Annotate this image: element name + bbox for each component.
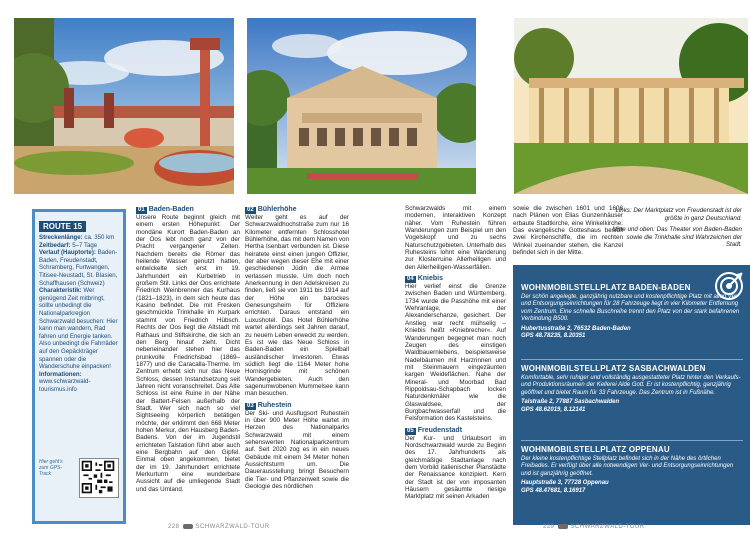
divider	[521, 440, 743, 441]
footer-title-right: SCHWARZWALD-TOUR	[570, 524, 645, 531]
route-info-box	[32, 209, 126, 524]
caption-middle: Mitte und oben: Das Theater von Baden-Baden sowie die Trinkhalle sind Wahrzeichen der Stadt.	[612, 226, 742, 248]
site-description: Komfortable, sehr ruhiger und vollständig ausgestatteter Platz hinter den Verkaufs- und Produktionsräumen der Kellerei Alde Gott. Er ist kostenpflichtig, ganzjährig geöffnet und bietet Raum für 33 Fahrzeuge. Das Zentrum ist in Fußnähe.	[521, 375, 741, 396]
site-address: Hubertusstraße 2, 76532 Baden-Baden	[521, 325, 631, 332]
text-column-2	[245, 205, 349, 493]
photo-theater-baden-baden	[247, 18, 476, 194]
paragraph-freudenstadt-cont: sowie die zwischen 1601 und 1608 nach Plänen von Elias Gunzenhäuser erbaute Stadtkirche, eine Winkelkirche: Das evangelische Gotteshaus besitzt zwei Kirchenschiffe, die im rechten Winkel zueinander stehen, die Kanzel befindet sich in der Mitte.	[513, 205, 623, 257]
heading-buehlerhoehe: 02 Bühlerhöhe	[247, 206, 297, 213]
route-details	[39, 234, 119, 393]
page-number-left: 228	[168, 524, 180, 531]
paragraph-freudenstadt: Der Kur- und Urlaubsort im Nordschwarzwald wurde zu Beginn des 17. Jahrhunderts als gleichmäßige Stadtanlage nach dem Vorbild italienischer Planstädte der Renaissance konzipiert. Kern der Stadt ist der von imposanten Häusern gesäumte riesige Marktplatz mit seinen Arkaden	[405, 434, 506, 501]
route-places: Verlauf (Hauptorte): Baden-Baden, Freudenstadt, Schramberg, Furtwangen, Titisee-Neustadt, St. Blasien, Schaffhausen (Schweiz)	[39, 249, 118, 287]
camper-info-box	[513, 265, 750, 525]
car-icon	[558, 524, 568, 529]
page-number-right: 229	[543, 524, 555, 531]
footer-left	[168, 524, 270, 530]
site-title: WOHNMOBILSTELLPLATZ OPPENAU	[521, 445, 670, 454]
site-gps: GPS 48.47681, 8.16917	[521, 487, 586, 494]
photo-caption	[612, 207, 742, 249]
divider	[521, 359, 743, 360]
caption-left: Links: Der Marktplatz von Freudenstadt ist der größte in ganz Deutschland.	[615, 207, 742, 222]
camper-site-sasbachwalden	[521, 364, 743, 414]
footer-right	[543, 524, 645, 530]
heading-kniebis: 04 Kniebis	[407, 275, 443, 283]
camper-site-baden-baden	[521, 283, 743, 340]
site-description: Der schön angelegte, ganzjährig nutzbare und kostenpflichtige Platz mit allen Ver- und Entsorgungseinrichtungen für 28 Fahrzeuge liegt in vier Kilometer Entfernung vom Zentrum. Eine schnelle Buschreihe trennt den Platz von der stark befahrenen Verbindung B500.	[521, 294, 740, 323]
photo-trinkhalle	[514, 18, 748, 194]
paragraph-baden-baden: Unsere Route beginnt gleich mit einem ersten Höhepunkt: Der mondäne Kurort Baden-Baden an der Oos lebt noch ganz von der Pracht vergangener Zeiten. Nachdem bereits die Römer das heilende Wasser genutzt hatten, entwickelte sich erst im 19. Jahrhundert ein Kurbetrieb in großem Stil. Links der Oos errichtete Friedrich Weinbrenner das Kurhaus (1821–1823), in dem sich heute das Kasino befindet. Die mit Fresken geschmückte Trinkhalle im Kurpark stammt von Friedrich Hübsch. Rechts der Oos liegt die Altstadt mit Rathaus und Stiftskirche, die sich an den Berg hinauf zieht. Dicht nebeneinander stehen hier das prunkvolle Friedrichsbad (1869–1877) und die Caracalla-Therme. Im Zentrum erhebt sich nur das Neue Schloss, dessen Instandsetzung seit Jahren nicht voranschreitet. Das Alte Schloss ist eine Ruine in der Nähe der Battert-Felsen außerhalb der Stadt. Wer sich nach so viel Sightseeing körperlich betätigen möchte, der erklimmt den 668 Meter hohen Merkur, den Hausberg Baden-Badens. Von der im Jugendstil errichteten Talstation führt aber auch eine Bergbahn auf den Gipfel. Einmal oben angekommen, bietet der im 19. Jahrhundert errichtete Merkurturm eine wunderbare Aussicht auf die umliegende Stadt und das Umland.	[136, 214, 240, 493]
paragraph-kniebis: Hier verlief einst die Grenze zwischen Baden und Württemberg. 1734 wurde die Passhöhe mit einer Wehranlage, der Alexanderschanze, gesichert. Der Anstieg war recht mühselig – Kniebis heißt »Kniebrecher«. Auf Wanderungen begegnet man noch Zeugen des einstigen Waldbauernlebens, beispielsweise Nadelbäumen mit Harzrinnen und mit Steinmauern eingezäunten kargen Weideflächen. Nahe der Mineral- und Moorbad Bad Rippoldsau-Schapbach locken Naturdenkmäler wie die Glaswaldsee, der Burgbachwasserfall und die Felsformation des Kastelsteins.	[405, 283, 506, 423]
car-icon	[183, 524, 193, 529]
site-title: WOHNMOBILSTELLPLATZ BADEN-BADEN	[521, 283, 691, 292]
route-time: Zeitbedarf: 5–7 Tage	[39, 241, 98, 249]
paragraph-ruhestein: Der Ski- und Ausflugsort Ruhestein in über 900 Meter Höhe wartet im Herzen des Nationalparks Schwarzwald mit einem sehenswerten Nationalparkzentrum auf. Seit 2020 zog es in ein neues Gebäude mit einem 34 Meter hohen Aussichtsturm um. Die Dauerausstellung bringt Besuchern die Tier- und Pflanzenwelt sowie die Geologie des nördlichen	[245, 409, 349, 491]
heading-baden-baden: 01 Baden-Baden	[138, 206, 194, 213]
paragraph-ruhestein-cont: Schwarzwalds mit einem modernen, interaktiven Konzept näher. Vom Ruhestein führen Wanderungen zum Beispiel um den Vogelskopf und zu sechs Naturschutzgebieten. Unterhalb des Ruhesteins lohnt eine Wanderung zur Klosterruine Allerheiligen und den Allerheiligen-Wasserfällen.	[405, 205, 506, 271]
site-address: Hauptstraße 3, 77728 Oppenau	[521, 480, 609, 487]
site-title: WOHNMOBILSTELLPLATZ SASBACHWALDEN	[521, 364, 706, 373]
heading-ruhestein: 03 Ruhestein	[247, 401, 292, 409]
site-gps: GPS 48.78235, 8.20351	[521, 333, 586, 340]
camper-site-oppenau	[521, 445, 743, 495]
route-length: Streckenlänge: ca. 350 km	[39, 234, 115, 241]
paragraph-buehlerhoehe: Weiter geht es auf der Schwarzwaldhochstraße zum nur 16 Kilometer entfernten Schlosshotel Bühlerhöhe, das mit dem Namen von Hertha Isenbart verbunden ist. Diese heiratete einst einen jungen Offizier, der aber wegen dieser Ehe mit einer geschiedenen Jüdin die Armee verlassen musste. Um doch noch Anerkennung in den Adelskreisen zu finden, ließ sie von 1911 bis 1914 auf der Höhe ein barockes Genesungsheim für Offiziere errichten. Daraus entstand ein Luxushotel. Das Hotel Bühlerhöhe wartet allerdings seit Jahren darauf, zu neuem Leben erweckt zu werden. Es ist wie das Neue Schloss in Baden-Baden ein Spielball ausländischer Investoren. Etwas südlich liegt die 1164 Meter hohe Hornisgrinde mit schönen Wandergebieten. Auch den sagenumwobenen Mummelsee kann man besuchen.	[245, 214, 349, 398]
text-column-1	[136, 205, 240, 496]
qr-label: Hier geht's zum GPS-Track	[39, 459, 63, 477]
text-column-4	[513, 205, 623, 259]
heading-freudenstadt: 05 Freudenstadt	[407, 426, 463, 434]
qr-code-icon[interactable]	[79, 458, 119, 498]
route-info-link[interactable]: Informationen: www.schwarzwald-tourismus.info	[39, 370, 91, 393]
site-gps: GPS 48.62019, 8.12141	[521, 406, 586, 413]
footer-title-left: SCHWARZWALD-TOUR	[195, 524, 270, 531]
text-column-3	[405, 205, 506, 504]
photo-freudenstadt-marktplatz	[14, 18, 234, 194]
route-title: ROUTE 15	[39, 221, 86, 232]
site-description: Der kleine kostenpflichtige Stellplatz befindet sich in der Nähe des örtlichen Freibades. Er verfügt über alle notwendigen Ver- und Entsorgungseinrichtungen und ist ganzjährig geöffnet.	[521, 456, 734, 477]
site-address: Talstraße 2, 77887 Sasbachwalden	[521, 399, 620, 406]
route-character: Charakteristik: Wer genügend Zeit mitbringt, sollte unbedingt die Nationalparkregion Schwarzwald besuchen: Hier kann man wandern, Rad fahren und Energie tanken. Also unbedingt die Fahrräder auf den Gepäckträger spannen oder die Wanderschuhe einpacken!	[39, 287, 118, 371]
